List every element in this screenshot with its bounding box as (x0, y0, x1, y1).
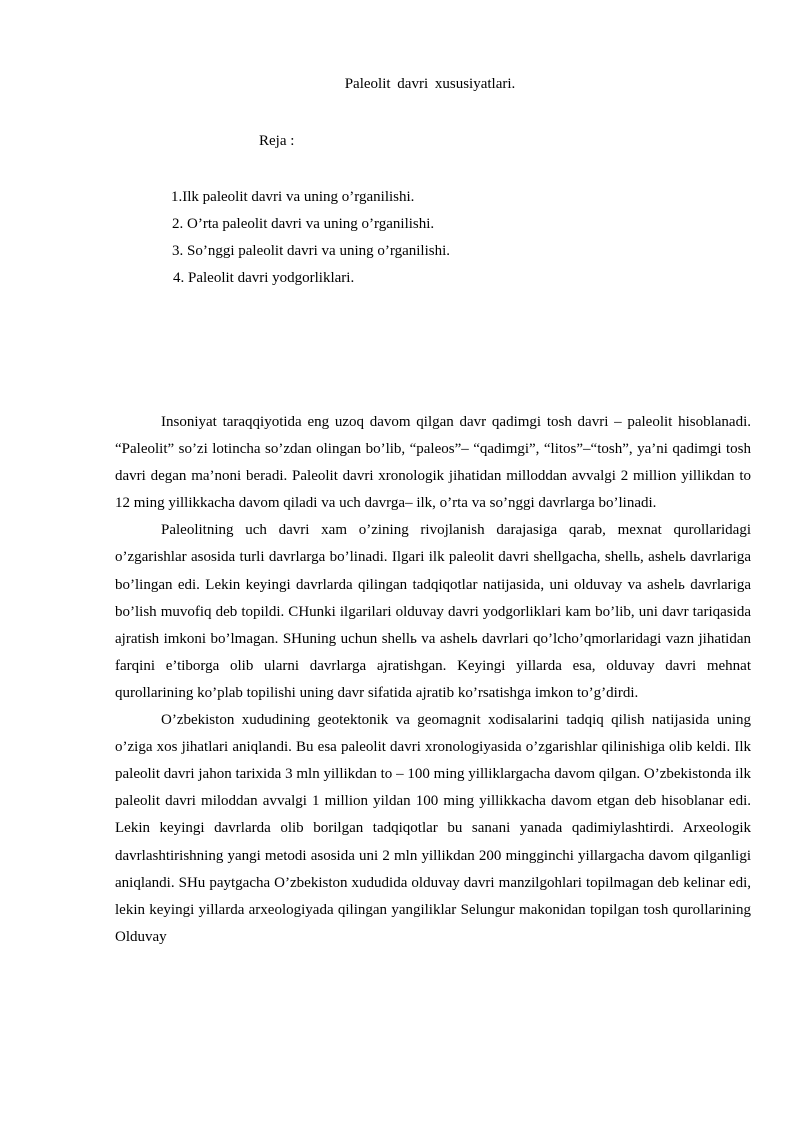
plan-item: 4. Paleolit davri yodgorliklari. (173, 270, 355, 286)
document-title: Paleolit davri xususiyatlari. (344, 76, 516, 92)
paragraph: Insoniyat taraqqiyotida eng uzoq davom qilgan davr qadimgi tosh davri – paleolit hisoblanadi. “Paleolit” so’zi lotincha so’zdan olingan bo’lib, “paleos”– “qadimgi”, “litos”–“tosh”, ya’ni qadimgi tosh davri degan ma’noni beradi. Paleolit davri xronologik jihatidan milloddan avvalgi 2 million yillikdan to 12 ming yillikkacha davom qiladi va uch davrga– ilk, o’rta va so’nggi davrlarga bo’linadi. (115, 414, 751, 512)
plan-item: 1.Ilk paleolit davri va uning o’rganilishi. (171, 189, 415, 205)
plan-list (171, 187, 450, 295)
paragraph: O’zbekiston xududining geotektonik va geomagnit xodisalarini tadqiq qilish natijasida uning o’ziga xos jihatlari aniqlandi. Bu esa paleolit davri xronologiyasida o’zgarishlar qilinishiga olib keldi. Ilk paleolit davri jahon tarixida 3 mln yillikdan to – 100 ming yilliklargacha davom qilgan. O’zbekistonda ilk paleolit davri miloddan avvalgi 1 million yildan 100 ming yillikkacha davom etgan deb hisoblanar edi. Lekin keyingi davrlarda olib borilgan tadqiqotlar bu sanani yanada qadimiylashtirdi. Arxeologik davrlashtirishning yangi metodi asosida uni 2 mln yillikdan 200 mingginchi yillargacha davom qilganligi aniqlandi. SHu paytgacha O’zbekiston xududida olduvay davri manzilgohlari topilmagan deb kelinar edi, lekin keyingi yillarda arxeologiyada qilingan yangiliklar Selungur makonidan topilgan tosh qurollarining Olduvay (115, 712, 751, 945)
plan-heading: Reja : (259, 133, 295, 149)
body-text (115, 409, 751, 951)
plan-item: 2. O’rta paleolit davri va uning o’rganilishi. (172, 216, 435, 232)
paragraph: Paleolitning uch davri xam o’zining rivojlanish darajasiga qarab, mexnat qurollaridagi o’zgarishlar asosida turli davrlarga bo’linadi. Ilgari ilk paleolit davri shellgacha, shellь, ashelь davrlariga bo’lingan edi. Lekin keyingi davrlarda qilingan tadqiqotlar natijasida, uni olduvay va ashelь davrlariga bo’lish muvofiq deb topildi. CHunki ilgarilari olduvay davri yodgorliklari kam bo’lib, uni davr tariqasida ajratish imkoni bo’lmagan. SHuning uchun shellь va ashelь davrlari qo’lcho’qmorlaridagi vazn jihatidan farqini e’tiborga olib ularni davrlarga ajratishgan. Keyingi yillarda esa, olduvay davri mehnat qurollarining ko’plab topilishi uning davr sifatida ajratib ko’rsatishga imkon to’g’dirdi. (115, 522, 751, 701)
plan-item: 3. So’nggi paleolit davri va uning o’rganilishi. (172, 243, 451, 259)
